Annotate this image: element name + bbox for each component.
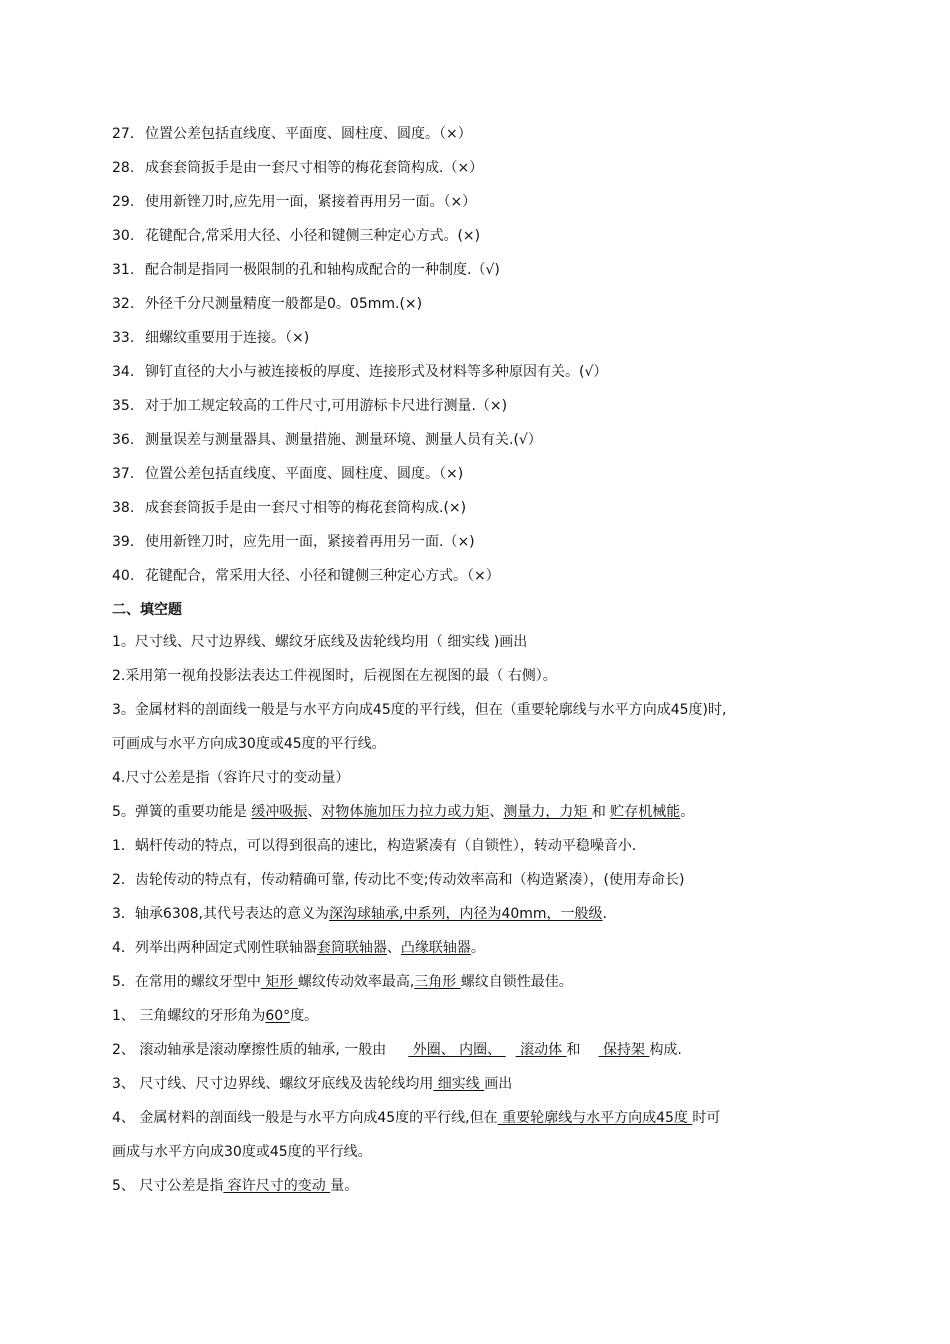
item-text: 成套套筒扳手是由一套尺寸相等的梅花套筒构成.(×) xyxy=(145,500,467,516)
text-segment: 3、 尺寸线、尺寸边界线、螺纹牙底线及齿轮线均用 xyxy=(112,1076,434,1092)
item-number: 30. xyxy=(112,228,135,244)
item-number: 35. xyxy=(112,398,135,414)
text-segment: 和 xyxy=(566,1042,581,1058)
text-segment: 螺纹传动效率最高, xyxy=(297,974,415,990)
judgment-item xyxy=(112,294,872,328)
item-number: 31. xyxy=(112,262,135,278)
answer-underlined: 矩形 xyxy=(260,974,298,990)
text-segment: 量。 xyxy=(330,1178,359,1194)
answer-underlined: 套筒联轴器 xyxy=(316,940,387,956)
answer-underlined: 测量力，力矩 xyxy=(503,804,592,820)
judgment-item xyxy=(112,464,872,498)
item-number: 38. xyxy=(112,500,135,516)
answer-underlined: 对物体施加压力拉力或力矩 xyxy=(321,804,490,820)
text-segment: . xyxy=(602,906,607,922)
judgment-item xyxy=(112,192,872,226)
judgment-item xyxy=(112,124,872,158)
judgment-item xyxy=(112,158,872,192)
item-number: 27. xyxy=(112,126,135,142)
item-text: 外径千分尺测量精度一般都是0。05mm.(×) xyxy=(145,296,423,312)
answer-underlined: 内圈、 xyxy=(459,1042,506,1058)
item-number: 34. xyxy=(112,364,135,380)
judgment-item xyxy=(112,566,872,600)
fill-item xyxy=(112,1108,872,1142)
section-heading: 二、填空题 xyxy=(112,602,182,618)
answer-underlined: 深沟球轴承,中系列，内径为40mm，一般级 xyxy=(329,906,603,922)
fill-item xyxy=(112,904,872,938)
item-text: 细螺纹重要用于连接。（×) xyxy=(145,330,310,346)
text-segment: 度。 xyxy=(290,1008,319,1024)
text-segment: 2、 滚动轴承是滚动摩擦性质的轴承, 一般由 xyxy=(112,1042,387,1058)
item-number: 28. xyxy=(112,160,135,176)
item-number: 40. xyxy=(112,568,135,584)
fill-item xyxy=(112,1006,872,1040)
item-number: 32. xyxy=(112,296,135,312)
text-segment: 1、 三角螺纹的牙形角为 xyxy=(112,1008,266,1024)
judgment-item xyxy=(112,498,872,532)
answer-underlined: 细实线 xyxy=(433,1076,485,1092)
answer-underlined: 缓冲吸振 xyxy=(251,804,308,820)
item-text: 铆钉直径的大小与被连接板的厚度、连接形式及材料等多种原因有关。(√） xyxy=(145,364,608,380)
fill-item: 3。金属材料的剖面线一般是与水平方向成45度的平行线，但在（重要轮廓线与水平方向成45度)时, xyxy=(112,702,727,718)
text-segment: 4．列举出两种固定式刚性联轴器 xyxy=(112,940,317,956)
answer-underlined: 三角形 xyxy=(414,974,461,990)
answer-underlined: 保持架 xyxy=(598,1042,650,1058)
text-segment: 5。弹簧的重要功能是 xyxy=(112,804,252,820)
text-segment: 5．在常用的螺纹牙型中 xyxy=(112,974,261,990)
fill-item-continuation: 可画成与水平方向成30度或45度的平行线。 xyxy=(112,736,386,752)
item-number: 39. xyxy=(112,534,135,550)
item-text: 配合制是指同一极限制的孔和轴构成配合的一种制度.（√) xyxy=(145,262,500,278)
item-text: 位置公差包括直线度、平面度、圆柱度、圆度。（×） xyxy=(145,126,472,142)
item-number: 37. xyxy=(112,466,135,482)
item-text: 成套套筒扳手是由一套尺寸相等的梅花套筒构成.（×） xyxy=(145,160,484,176)
text-segment: 、 xyxy=(307,804,322,820)
fill-item xyxy=(112,1074,872,1108)
fill-item: 2．齿轮传动的特点有，传动精确可靠, 传动比不变;传动效率高和（构造紧凑），(使用寿命长) xyxy=(112,872,685,888)
text-segment: 螺纹自锁性最佳。 xyxy=(460,974,573,990)
document-content xyxy=(112,124,872,1210)
fill-item xyxy=(112,1176,872,1210)
text-segment: 4、 金属材料的剖面线一般是与水平方向成45度的平行线,但在 xyxy=(112,1110,498,1126)
text-segment: 构成. xyxy=(649,1042,682,1058)
fill-item: 1．蜗杆传动的特点，可以得到很高的速比，构造紧凑有（自锁性），转动平稳噪音小. xyxy=(112,838,637,854)
judgment-item xyxy=(112,260,872,294)
judgment-item xyxy=(112,226,872,260)
text-segment: 。 xyxy=(470,940,485,956)
judgment-item xyxy=(112,532,872,566)
fill-item: 4.尺寸公差是指（容许尺寸的变动量） xyxy=(112,770,350,786)
item-number: 33. xyxy=(112,330,135,346)
text-segment: 时可 xyxy=(692,1110,721,1126)
fill-item xyxy=(112,802,872,836)
text-segment: 画出 xyxy=(484,1076,513,1092)
item-text: 测量误差与测量器具、测量措施、测量环境、测量人员有关.(√） xyxy=(145,432,542,448)
item-number: 29. xyxy=(112,194,135,210)
judgment-item xyxy=(112,396,872,430)
item-text: 位置公差包括直线度、平面度、圆柱度、圆度。（×) xyxy=(145,466,464,482)
fill-item: 2.采用第一视角投影法表达工件视图时，后视图在左视图的最（ 右侧）。 xyxy=(112,668,557,684)
item-text: 花键配合，常采用大径、小径和键侧三种定心方式。（×） xyxy=(145,568,500,584)
fill-item: 1。尺寸线、尺寸边界线、螺纹牙底线及齿轮线均用（ 细实线 )画出 xyxy=(112,634,528,650)
item-text: 使用新锉刀时，应先用一面，紧接着再用另一面.（×) xyxy=(145,534,475,550)
item-text: 对于加工规定较高的工件尺寸,可用游标卡尺进行测量.（×) xyxy=(145,398,508,414)
answer-underlined: 容许尺寸的变动 xyxy=(223,1178,331,1194)
text-segment: 、 xyxy=(489,804,504,820)
fill-item xyxy=(112,1040,872,1074)
item-number: 36. xyxy=(112,432,135,448)
answer-underlined: 贮存机械能 xyxy=(610,804,681,820)
answer-underlined: 外圈、 xyxy=(408,1042,460,1058)
item-text: 使用新锉刀时,应先用一面，紧接着再用另一面。（×） xyxy=(145,194,477,210)
fill-item xyxy=(112,972,872,1006)
text-segment: 3．轴承6308,其代号表达的意义为 xyxy=(112,906,329,922)
answer-underlined: 凸缘联轴器 xyxy=(400,940,471,956)
answer-underlined: 滚动体 xyxy=(515,1042,567,1058)
text-segment: 。 xyxy=(680,804,695,820)
answer-underlined: 重要轮廓线与水平方向成45度 xyxy=(497,1110,693,1126)
judgment-item xyxy=(112,362,872,396)
item-text: 花键配合,常采用大径、小径和键侧三种定心方式。(×) xyxy=(145,228,481,244)
text-segment: 和 xyxy=(591,804,611,820)
text-segment: 5、 尺寸公差是指 xyxy=(112,1178,224,1194)
judgment-item xyxy=(112,430,872,464)
fill-item xyxy=(112,938,872,972)
text-segment: 、 xyxy=(386,940,401,956)
answer-underlined: 60° xyxy=(265,1008,291,1024)
fill-item-continuation: 画成与水平方向成30度或45度的平行线。 xyxy=(112,1144,372,1160)
judgment-item xyxy=(112,328,872,362)
